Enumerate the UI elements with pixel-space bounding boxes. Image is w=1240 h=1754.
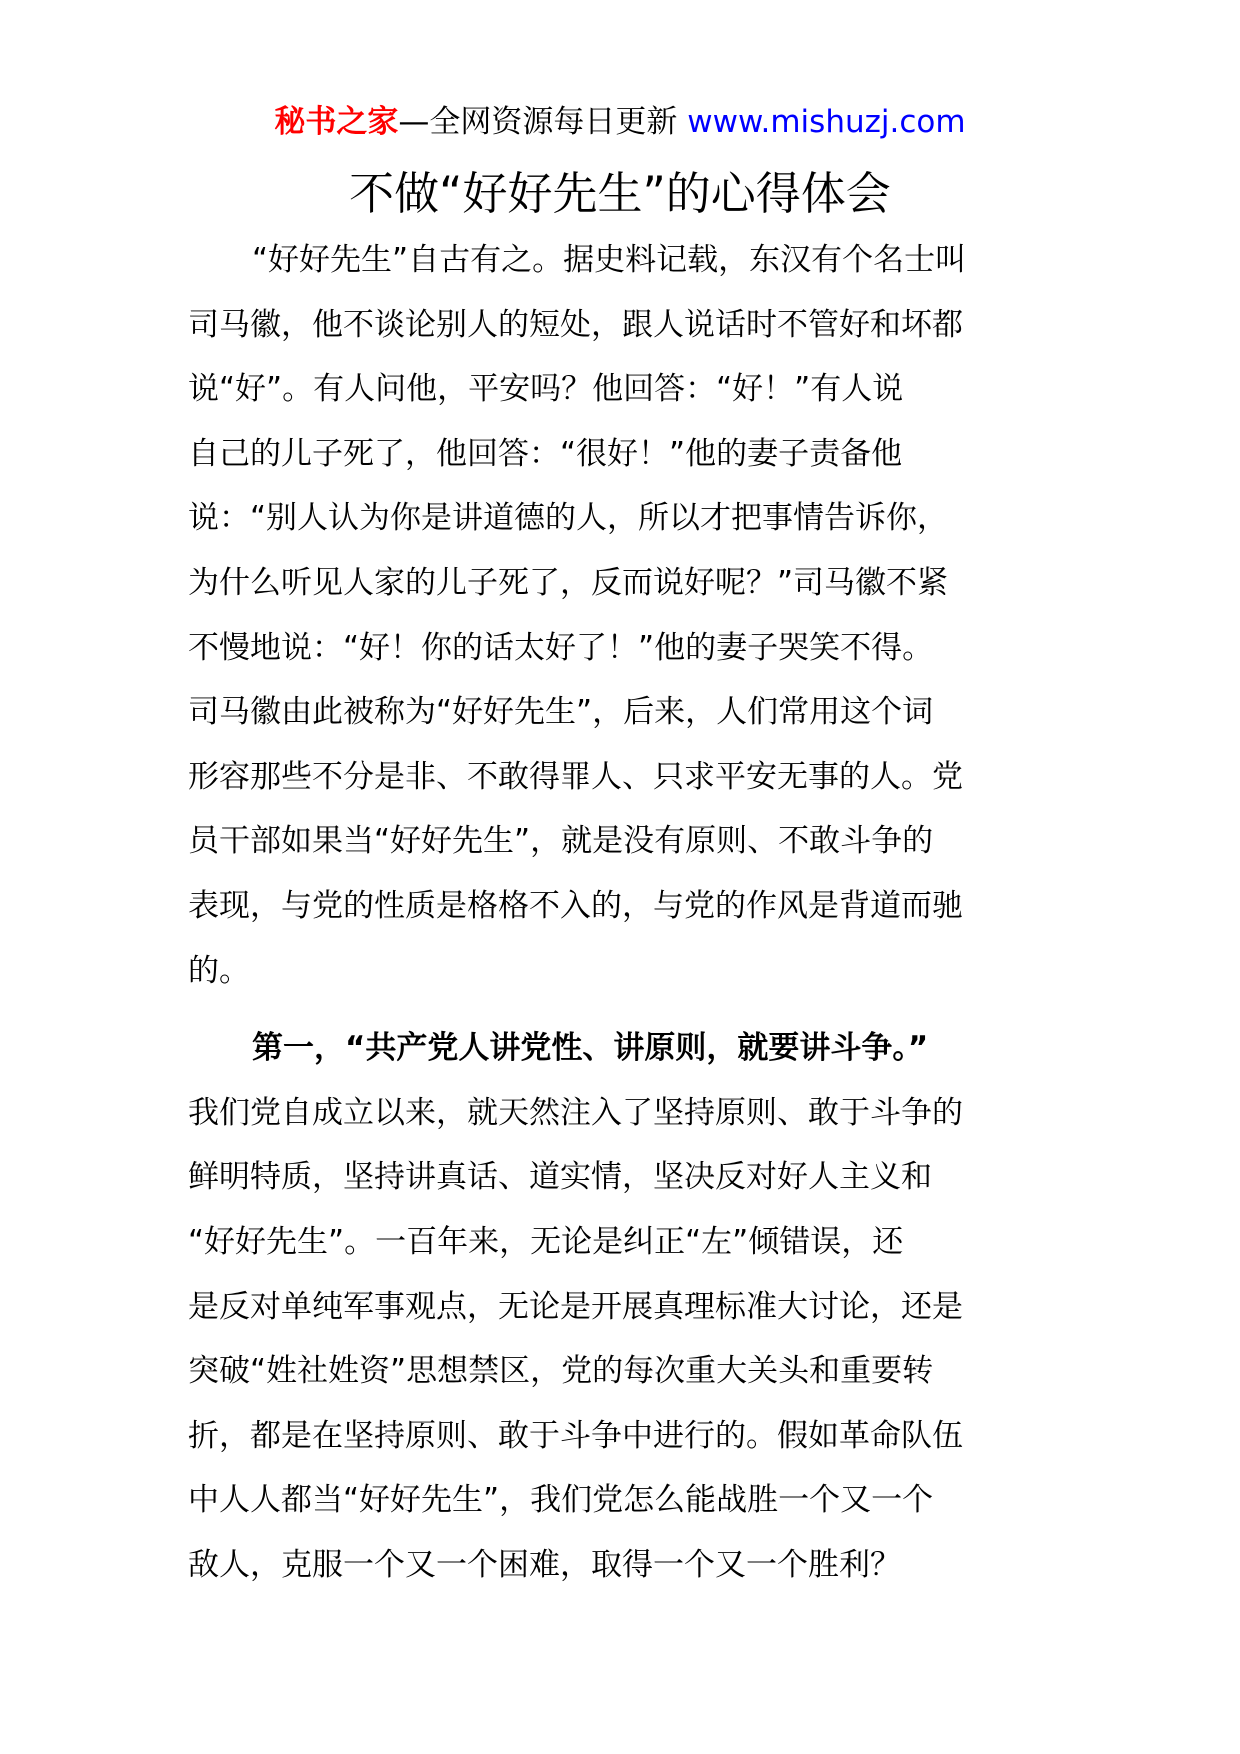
- text-line: 说“好”。有人问他，平安吗？他回答：“好！”有人说: [188, 371, 904, 408]
- text-line: 自己的儿子死了，他回答：“很好！”他的妻子责备他: [188, 435, 903, 472]
- text-line: 不慢地说：“好！你的话太好了！”他的妻子哭笑不得。: [188, 629, 934, 666]
- text-line: 为什么听见人家的儿子死了，反而说好呢？”司马徽不紧: [188, 564, 949, 601]
- text-line: 表现，与党的性质是格格不入的，与党的作风是背道而驰: [188, 887, 963, 924]
- text-line: 中人人都当“好好先生”，我们党怎么能战胜一个又一个: [188, 1482, 934, 1519]
- document-body: [188, 228, 1058, 1597]
- text-line: 司马徽由此被称为“好好先生”，后来，人们常用这个词: [188, 694, 934, 731]
- section-lead: 第一，“共产党人讲党性、讲原则，就要讲斗争。”: [252, 1030, 929, 1067]
- text-line: 是反对单纯军事观点，无论是开展真理标准大讨论，还是: [188, 1288, 963, 1325]
- text-line: 司马徽，他不谈论别人的短处，跟人说话时不管好和坏都: [188, 306, 963, 343]
- text-line: 的。: [188, 952, 250, 989]
- text-line: 敌人，克服一个又一个困难，取得一个又一个胜利？: [188, 1546, 901, 1583]
- text-line: 鲜明特质，坚持讲真话、道实情，坚决反对好人主义和: [188, 1159, 932, 1196]
- text-line: 员干部如果当“好好先生”，就是没有原则、不敢斗争的: [188, 823, 934, 860]
- site-tagline: —全网资源每日更新: [398, 104, 688, 140]
- text-line: 形容那些不分是非、不敢得罪人、只求平安无事的人。党: [188, 758, 963, 795]
- document-title: 不做“好好先生”的心得体会: [349, 167, 891, 220]
- site-url-link[interactable]: www.mishuzj.com: [687, 104, 966, 140]
- paragraph-2: [188, 1016, 1058, 1597]
- text-line: 我们党自成立以来，就天然注入了坚持原则、敢于斗争的: [188, 1094, 963, 1131]
- text-line: 折，都是在坚持原则、敢于斗争中进行的。假如革命队伍: [188, 1417, 963, 1454]
- paragraph-1: [188, 228, 1058, 1003]
- text-line: 突破“姓社姓资”思想禁区，党的每次重大关头和重要转: [188, 1353, 934, 1390]
- text-line: [188, 1016, 1058, 1081]
- site-header: [0, 100, 1240, 144]
- site-brand: 秘书之家: [274, 104, 399, 140]
- text-line: “好好先生”自古有之。据史料记载，东汉有个名士叫: [252, 242, 967, 278]
- text-line: “好好先生”。一百年来，无论是纠正“左”倾错误，还: [188, 1223, 904, 1260]
- text-line: 说：“别人认为你是讲道德的人，所以才把事情告诉你，: [188, 500, 949, 537]
